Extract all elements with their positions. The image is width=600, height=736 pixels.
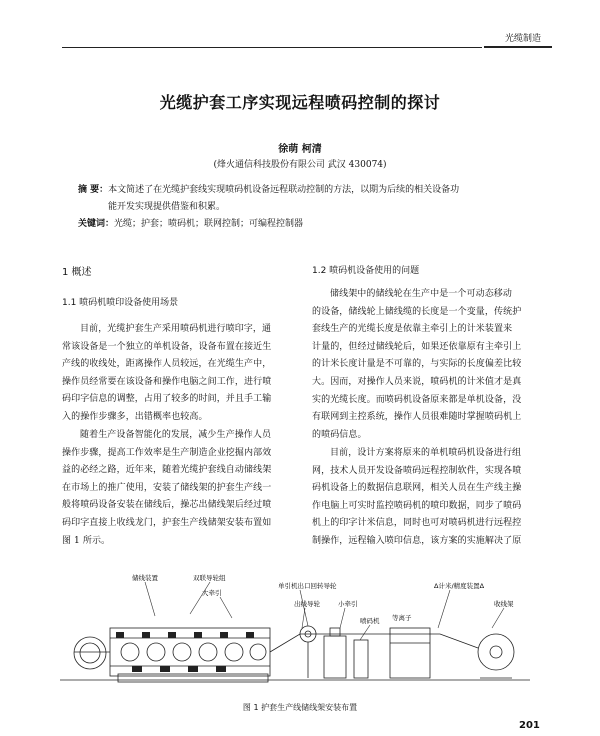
section-1-heading: 1 概述: [62, 267, 92, 278]
text-line: 制操作，远程输入喷印信息，该方案的实施解决了原: [312, 535, 522, 546]
page-number: 201: [519, 720, 540, 731]
text-line: 机上的印字计米信息，同时也可对喷码机进行远程控: [312, 518, 522, 529]
text-line: 计量的，但经过储线轮后，如果还依靠原有主牵引上: [312, 341, 522, 352]
label-outlet-guide: 出线导轮: [294, 600, 320, 608]
abstract-text-1: 本文简述了在光缆护套线实现喷码机设备远程联动控制的方法，以期为后续的相关设备功: [108, 185, 460, 195]
text-line: 入的操作步骤多，出错概率也较高。: [62, 411, 208, 422]
label-takeup: 收线架: [494, 600, 514, 608]
text-line: 操作员经常要在该设备和操作电脑之间工作，进行喷: [62, 376, 272, 387]
abstract: [78, 182, 538, 233]
text-line: 目前，光缆护套生产采用喷码机进行喷印字，通: [80, 324, 272, 334]
text-line: 的设备，储线轮上储线缆的长度是一个变量，传统护: [312, 306, 522, 317]
affiliation: (烽火通信科技股份有限公司 武汉 430074): [213, 160, 387, 170]
label-printer: 喷码机: [360, 617, 380, 625]
label-big-wheel: 大牵引: [202, 589, 222, 597]
label-storage: 储线装置: [132, 574, 158, 582]
label-wait: 等离子: [392, 614, 412, 622]
text-line: 产线的收线处，距离操作人员较远，在光缆生产中，: [62, 359, 272, 370]
abstract-label: 摘 要：: [78, 185, 109, 195]
keywords-text: 光缆；护套；喷码机；联网控制；可编程控制器: [114, 219, 304, 229]
label-double-guide: 双联导轮组: [193, 574, 226, 582]
label-small-puller: 小牵引: [338, 600, 358, 608]
text-line: 码印字信息的调整，占用了较多的时间，并且手工输: [62, 394, 272, 405]
text-line: 在市场上的推广使用，安装了储线架的护套生产线一: [62, 482, 272, 493]
journal-name: 光缆制造: [505, 34, 542, 44]
text-line: 有联网到主控系统，操作人员很难随时掌握喷码机上: [312, 412, 522, 423]
left-paragraph-2: [62, 427, 292, 550]
text-line: 常该设备是一个独立的单机设备，设备布置在接近生: [62, 341, 272, 352]
header-rule-left: [62, 47, 482, 48]
right-paragraph-1: [312, 286, 544, 444]
header-rule-right: [484, 46, 552, 48]
text-line: 套线生产的光缆长度是依靠主牵引上的计米装置来: [312, 324, 513, 335]
keywords-label: 关键词：: [78, 219, 115, 229]
text-line: 储线架中的储线轮在生产中是一个可动态移动: [330, 289, 513, 299]
text-line: 目前，设计方案将原来的单机喷码机设备进行组: [330, 448, 522, 458]
right-paragraph-2: [312, 445, 544, 551]
text-line: 图 1 所示。: [62, 535, 111, 546]
text-line: 网，技术人员开发设备喷码远程控制软件，实现各喷: [312, 465, 522, 476]
text-line: 作电脑上可实时监控喷码机的喷印数据，同步了喷码: [312, 500, 522, 511]
text-line: 码机设备上的数据信息联网，相关人员在生产线主操: [312, 483, 522, 494]
label-single-guide: 单引机出口回转导轮: [278, 582, 337, 590]
paper-title: 光缆护套工序实现远程喷码控制的探讨: [159, 93, 441, 112]
text-line: 随着生产设备智能化的发展，减少生产操作人员: [80, 430, 272, 440]
text-line: 实的光缆长度。而喷码机设备原来都是单机设备，没: [312, 394, 522, 405]
label-meter: Δ计米/精度装置Δ: [434, 582, 485, 590]
section-1-1-heading: 1.1 喷码机喷印设备使用场景: [62, 298, 179, 308]
abstract-text-2: 能开发实现提供借鉴和积累。: [108, 202, 226, 212]
figure-diagram: [60, 568, 550, 698]
section-1-2-heading: 1.2 喷码机设备使用的问题: [312, 266, 420, 276]
text-line: 大。因而，对操作人员来说，喷码机的计米值才是真: [312, 376, 522, 387]
text-line: 般将喷码设备安装在储线后，操芯出储线架后经过喷: [62, 500, 272, 511]
figure-caption: 图 1 护套生产线储线架安装布置: [242, 703, 358, 712]
text-line: 操作步骤，提高工作效率是生产制造企业挖掘内部效: [62, 447, 272, 458]
text-line: 码印字直接上收线龙门，护套生产线储架安装布置如: [62, 517, 272, 528]
text-line: 的喷码信息。: [312, 429, 367, 440]
authors: 徐萌 柯清: [278, 144, 322, 155]
text-line: 益的必经之路，近年来，随着光缆护套线自动储线架: [62, 465, 272, 476]
left-paragraph-1: [62, 321, 292, 427]
text-line: 的计米长度计量是不可靠的，与实际的长度偏差比较: [312, 359, 522, 370]
